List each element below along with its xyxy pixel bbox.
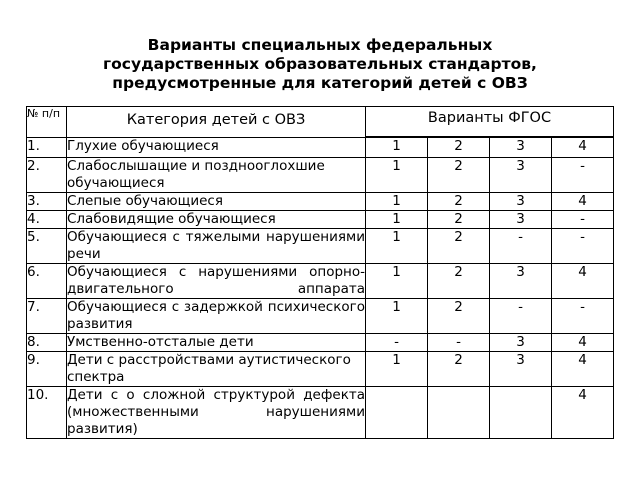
table-row [27,334,614,352]
row-option-2: 2 [428,158,490,193]
row-option-2: 2 [428,352,490,387]
row-option-4: 4 [552,352,614,387]
row-option-4: 4 [552,193,614,211]
row-option-1: 1 [366,264,428,299]
table-row [27,387,614,439]
row-option-4: 4 [552,334,614,352]
row-option-2: - [428,334,490,352]
row-category: Слабослышащие и позднооглохшие обучающиеся [67,158,366,193]
row-category: Обучающиеся с задержкой психического развития [67,299,365,332]
row-category: Слепые обучающиеся [67,193,366,211]
row-option-3: 3 [490,264,552,299]
row-category: Обучающиеся с нарушениями опорно-двигательного аппарата [67,264,365,297]
row-category: Дети с о сложной структурой дефекта (множественными нарушениями развития) [67,387,365,437]
row-option-1: 1 [366,352,428,387]
row-option-3: 3 [490,334,552,352]
table-row [27,138,614,158]
row-number: 10. [27,387,67,439]
row-category: Умственно-отсталые дети [67,334,366,352]
row-option-3: 3 [490,158,552,193]
row-option-4: 4 [552,138,614,158]
row-option-4: - [552,158,614,193]
row-option-2: 2 [428,211,490,229]
row-option-4: 4 [552,264,614,299]
row-option-1: - [366,334,428,352]
table-row [27,193,614,211]
row-number: 7. [27,299,67,334]
title-line-1: Варианты специальных федеральных [147,36,493,54]
row-number: 3. [27,193,67,211]
row-category: Обучающиеся с тяжелыми нарушениями речи [67,229,365,262]
row-option-2: 2 [428,299,490,334]
row-option-1: 1 [366,138,428,158]
table-header-row [27,107,614,137]
row-option-1: 1 [366,193,428,211]
row-option-1: 1 [366,299,428,334]
title-line-3: предусмотренные для категорий детей с ОВЗ [112,74,528,92]
row-option-1 [366,387,428,439]
page-title [60,36,580,93]
row-option-2: 2 [428,229,490,264]
row-number: 6. [27,264,67,299]
row-option-3: 3 [490,211,552,229]
table-row [27,264,614,299]
row-number: 1. [27,138,67,158]
row-option-3: 3 [490,193,552,211]
row-option-3: 3 [490,352,552,387]
table-row [27,352,614,387]
row-option-4: - [552,299,614,334]
row-option-4: - [552,211,614,229]
row-option-1: 1 [366,211,428,229]
row-number: 8. [27,334,67,352]
row-category: Слабовидящие обучающиеся [67,211,366,229]
title-line-2: государственных образовательных стандартов, [103,55,537,73]
row-number: 2. [27,158,67,193]
row-option-2: 2 [428,264,490,299]
row-option-4: 4 [552,387,614,439]
row-option-3 [490,387,552,439]
row-option-4: - [552,229,614,264]
header-category: Категория детей с ОВЗ [67,107,366,138]
row-category: Глухие обучающиеся [67,138,366,158]
header-options: Варианты ФГОС [366,107,614,137]
row-option-2: 2 [428,193,490,211]
row-option-1: 1 [366,229,428,264]
row-option-3: 3 [490,138,552,158]
row-number: 4. [27,211,67,229]
header-num: № п/п [27,107,67,138]
row-option-2 [428,387,490,439]
row-number: 5. [27,229,67,264]
row-option-1: 1 [366,158,428,193]
row-option-2: 2 [428,138,490,158]
table-row [27,211,614,229]
row-category: Дети с расстройствами аутистического спектра [67,352,366,387]
fgos-options-table [26,106,614,439]
row-option-3: - [490,229,552,264]
table-row [27,299,614,334]
table-row [27,229,614,264]
row-number: 9. [27,352,67,387]
row-option-3: - [490,299,552,334]
table-row [27,158,614,193]
